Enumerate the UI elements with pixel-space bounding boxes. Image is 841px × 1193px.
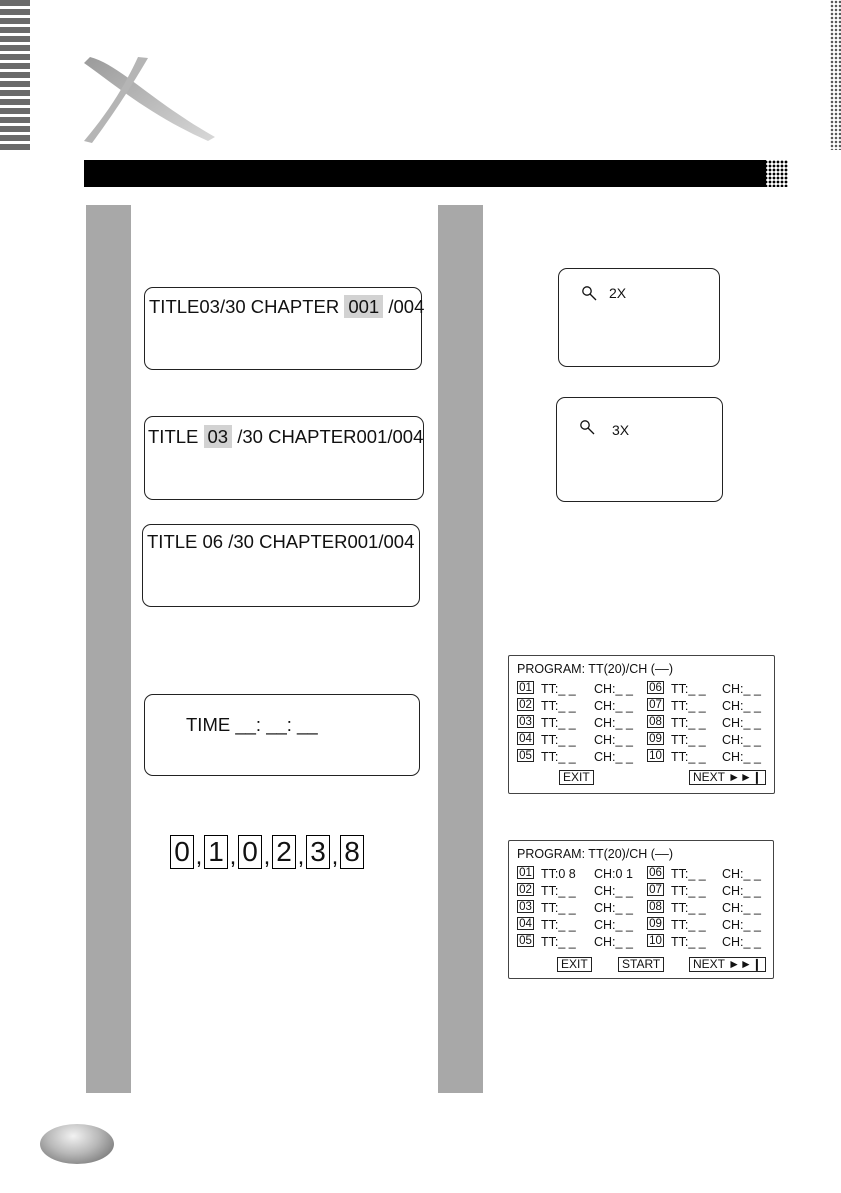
- program-title-field[interactable]: TT:_ _: [541, 699, 576, 713]
- program-chapter-field[interactable]: CH:_ _: [722, 867, 761, 881]
- digit-key: 2: [272, 835, 296, 869]
- time-osd-text: TIME __: __: __: [186, 714, 318, 735]
- digit-key: 0: [238, 835, 262, 869]
- program-row: [514, 732, 774, 748]
- program-title-field[interactable]: TT:_ _: [541, 716, 576, 730]
- program-chapter-field[interactable]: CH:_ _: [594, 750, 633, 764]
- program-chapter-field[interactable]: CH:_ _: [722, 901, 761, 915]
- page-edge-stripes: [0, 0, 30, 150]
- zoom-level-label: 3X: [612, 422, 630, 438]
- program-slot-number[interactable]: 02: [517, 698, 534, 711]
- magnifier-icon: [581, 285, 599, 303]
- next-button[interactable]: NEXT ►►❙: [689, 770, 766, 785]
- program-slot-number[interactable]: 08: [647, 900, 664, 913]
- program-slot-number[interactable]: 03: [517, 715, 534, 728]
- program-chapter-field[interactable]: CH:_ _: [722, 733, 761, 747]
- program-chapter-field[interactable]: CH:_ _: [722, 699, 761, 713]
- program-title-field[interactable]: TT:_ _: [541, 682, 576, 696]
- program-slot-number[interactable]: 09: [647, 732, 664, 745]
- program-slot-number[interactable]: 07: [647, 698, 664, 711]
- program-title-field[interactable]: TT:_ _: [671, 682, 706, 696]
- program-chapter-field[interactable]: CH:_ _: [594, 699, 633, 713]
- program-title-field[interactable]: TT:_ _: [671, 867, 706, 881]
- digit-separator: ,: [297, 843, 305, 870]
- program-chapter-field[interactable]: CH:_ _: [594, 733, 633, 747]
- program-chapter-field[interactable]: CH:_ _: [594, 935, 633, 949]
- digit-sequence: [170, 833, 364, 869]
- program-title-field[interactable]: TT:_ _: [671, 733, 706, 747]
- title-number-highlight: 03: [204, 425, 233, 448]
- program-slot-number[interactable]: 06: [647, 681, 664, 694]
- digit-separator: ,: [195, 843, 203, 870]
- digit-separator: ,: [263, 843, 271, 870]
- program-row: [514, 715, 774, 731]
- program-title-field[interactable]: TT:_ _: [671, 699, 706, 713]
- title-result-osd-box: [142, 524, 420, 607]
- time-osd-box: [144, 694, 420, 776]
- program-slot-number[interactable]: 07: [647, 883, 664, 896]
- page-edge-dots: [830, 0, 841, 150]
- program-slot-number[interactable]: 08: [647, 715, 664, 728]
- program-title-field[interactable]: TT:0 8: [541, 867, 576, 881]
- chapter-number-highlight: 001: [344, 295, 383, 318]
- program-title-field[interactable]: TT:_ _: [671, 918, 706, 932]
- title-osd-text: [148, 428, 423, 447]
- program-chapter-field[interactable]: CH:_ _: [722, 884, 761, 898]
- next-button[interactable]: NEXT ►►❙: [689, 957, 766, 972]
- program-title-field[interactable]: TT:_ _: [541, 733, 576, 747]
- section-header-bar: [84, 160, 766, 187]
- program-title-field[interactable]: TT:_ _: [671, 935, 706, 949]
- program-slot-number[interactable]: 03: [517, 900, 534, 913]
- program-row: [514, 883, 774, 899]
- program-chapter-field[interactable]: CH:_ _: [722, 682, 761, 696]
- program-title-field[interactable]: TT:_ _: [541, 884, 576, 898]
- program-chapter-field[interactable]: CH:_ _: [594, 918, 633, 932]
- chapter-osd-box: [144, 287, 425, 370]
- digit-separator: ,: [229, 843, 237, 870]
- zoom-3x-osd-box: [556, 397, 723, 502]
- program-menu-title: PROGRAM: TT(20)/CH (––): [517, 847, 674, 861]
- program-chapter-field[interactable]: CH:_ _: [594, 682, 633, 696]
- program-slot-number[interactable]: 05: [517, 749, 534, 762]
- program-slot-number[interactable]: 06: [647, 866, 664, 879]
- program-title-field[interactable]: TT:_ _: [541, 918, 576, 932]
- brand-x-logo: [80, 55, 220, 145]
- program-menu-filled: [508, 840, 774, 979]
- program-title-field[interactable]: TT:_ _: [541, 750, 576, 764]
- title-osd-box: [144, 416, 424, 500]
- program-chapter-field[interactable]: CH:_ _: [722, 935, 761, 949]
- program-chapter-field[interactable]: CH:_ _: [594, 716, 633, 730]
- program-slot-number[interactable]: 10: [647, 749, 664, 762]
- title-result-osd-text: TITLE 06 /30 CHAPTER001/004: [147, 531, 415, 552]
- start-button[interactable]: START: [618, 957, 664, 972]
- program-chapter-field[interactable]: CH:_ _: [722, 918, 761, 932]
- program-row: [514, 749, 774, 765]
- magnifier-icon: [579, 419, 597, 437]
- digit-key: 1: [204, 835, 228, 869]
- digit-key: 0: [170, 835, 194, 869]
- program-chapter-field[interactable]: CH:_ _: [594, 884, 633, 898]
- program-row: [514, 681, 774, 697]
- program-chapter-field[interactable]: CH:_ _: [722, 716, 761, 730]
- chapter-osd-text: [149, 298, 424, 317]
- program-slot-number[interactable]: 02: [517, 883, 534, 896]
- program-slot-number[interactable]: 10: [647, 934, 664, 947]
- title-osd-prefix: TITLE: [148, 426, 204, 447]
- program-row: [514, 917, 774, 933]
- program-row: [514, 698, 774, 714]
- program-menu-empty: [508, 655, 775, 794]
- program-chapter-field[interactable]: CH:_ _: [722, 750, 761, 764]
- program-slot-number[interactable]: 01: [517, 866, 534, 879]
- zoom-2x-osd-box: [558, 268, 720, 367]
- digit-key: 3: [306, 835, 330, 869]
- program-title-field[interactable]: TT:_ _: [541, 901, 576, 915]
- right-side-column: [438, 205, 483, 1093]
- program-chapter-field[interactable]: CH:_ _: [594, 901, 633, 915]
- program-slot-number[interactable]: 09: [647, 917, 664, 930]
- title-osd-suffix: /30 CHAPTER001/004: [232, 426, 424, 447]
- program-row: [514, 866, 774, 882]
- chapter-osd-suffix: /004: [383, 296, 425, 317]
- program-slot-number[interactable]: 01: [517, 681, 534, 694]
- program-slot-number[interactable]: 04: [517, 917, 534, 930]
- chapter-osd-prefix: TITLE03/30 CHAPTER: [149, 296, 345, 317]
- exit-button[interactable]: EXIT: [559, 770, 594, 785]
- program-chapter-field[interactable]: CH:0 1: [594, 867, 633, 881]
- program-row: [514, 900, 774, 916]
- left-side-column: [86, 205, 131, 1093]
- digit-key: 8: [340, 835, 364, 869]
- program-slot-number[interactable]: 04: [517, 732, 534, 745]
- program-title-field[interactable]: TT:_ _: [671, 716, 706, 730]
- page-number-badge: [40, 1124, 114, 1164]
- exit-button[interactable]: EXIT: [557, 957, 592, 972]
- digit-separator: ,: [331, 843, 339, 870]
- program-row: [514, 934, 774, 950]
- program-title-field[interactable]: TT:_ _: [671, 901, 706, 915]
- program-slot-number[interactable]: 05: [517, 934, 534, 947]
- zoom-level-label: 2X: [609, 285, 627, 301]
- program-title-field[interactable]: TT:_ _: [671, 750, 706, 764]
- program-menu-title: PROGRAM: TT(20)/CH (––): [517, 662, 674, 676]
- header-dot-pattern: [752, 160, 788, 187]
- program-title-field[interactable]: TT:_ _: [671, 884, 706, 898]
- program-title-field[interactable]: TT:_ _: [541, 935, 576, 949]
